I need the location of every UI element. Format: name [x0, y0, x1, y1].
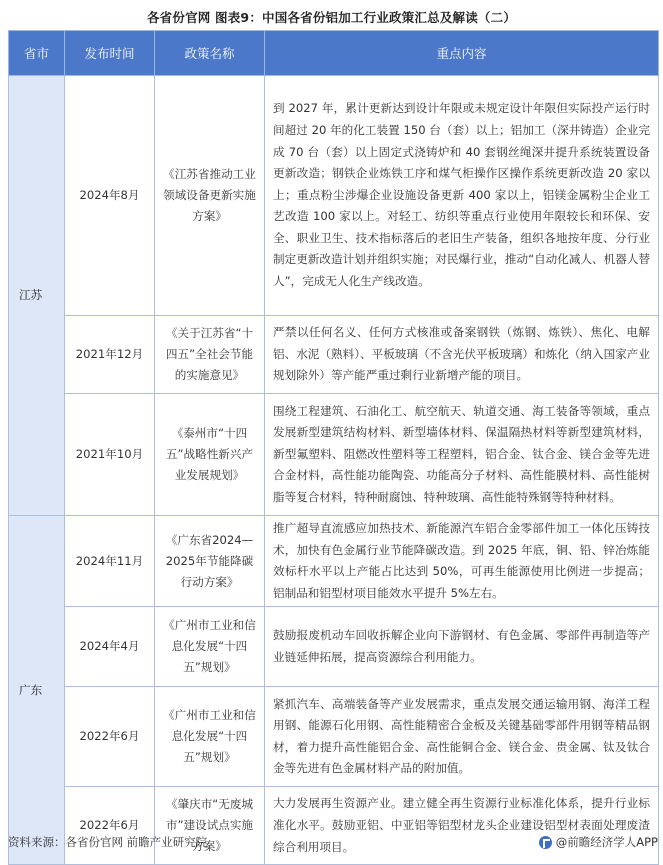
- row-content: 到 2027 年，累计更新达到设计年限或未规定设计年限但实际投产运行时间超过 20 年的化工装置 150 台（套）以上；铝加工（深井铸造）企业完成 70 台（套）以上固定式浇铸炉和 40 套钢丝绳深井提升系统装置设备更新改造；钢铁企业炼铁工序和煤气柜操作区操作系统更新改造 20 家以上；重点粉尘涉爆企业设施设备更新 400 家以上，铝镁金属粉尘企业工艺改造 100 家以上。对轻工、纺织等重点行业使用年限较长和环保、安全、职业卫生、技术指标落后的老旧生产装备，组织各地按年度、分行业制定更新改造计划并组织实施；对民爆行业，推动“自动化减人、机器人替人”，完成无人化生产线改造。: [265, 76, 659, 316]
- brand-credit: [539, 834, 658, 850]
- row-date: 2021年12月: [65, 316, 155, 394]
- brand-logo-icon: [539, 836, 552, 849]
- table-row: [9, 316, 659, 394]
- row-content: 围绕工程建筑、石油化工、航空航天、轨道交通、海工装备等领域，重点发展新型建筑结构材料、新型墙体材料、保温隔热材料等新型建筑材料，新型氟塑料、阻燃改性塑料等工程塑料，铝合金、钛合金、镁合金等先进合金材料，高性能功能陶瓷、功能高分子材料、高性能膜材料、高性能树脂等复合材料，特种耐腐蚀、特种玻璃、高性能特殊钢等特种材料。: [265, 394, 659, 516]
- header-policy: 政策名称: [155, 31, 265, 76]
- row-policy: 《泰州市“十四五”战略性新兴产业发展规划》: [155, 394, 265, 516]
- header-province: 省市: [9, 31, 65, 76]
- page-title: 各省份官网 图表9：中国各省份铝加工行业政策汇总及解读（二）: [146, 10, 517, 25]
- row-policy: 《广东省2024—2025年节能降碳行动方案》: [155, 516, 265, 607]
- source-note: 资料来源：各省份官网 前瞻产业研究院: [8, 835, 208, 849]
- table-header-row: [9, 31, 659, 76]
- row-date: 2024年4月: [65, 607, 155, 687]
- row-policy: 《肇庆市“无废城市”建设试点实施方案》: [155, 787, 265, 865]
- row-date: 2024年11月: [65, 516, 155, 607]
- table-row: [9, 607, 659, 687]
- row-content: 大力发展再生资源产业。建立健全再生资源行业标准化体系，提升行业标准化水平。鼓励亚铝、中亚铝等铝型材龙头企业建设铝型材表面处理废渣综合利用项目。: [265, 787, 659, 865]
- header-date: 发布时间: [65, 31, 155, 76]
- header-content: 重点内容: [265, 31, 659, 76]
- province-guangdong: 广东: [9, 516, 65, 865]
- row-content: 推广超导直流感应加热技术、新能源汽车铝合金零部件加工一体化压铸技术，加快有色金属行业节能降碳改造。到 2025 年底，铜、铅、锌冶炼能效标杆水平以上产能占比达到 50%，可再生能源使用比例进一步提高；铝制品和铝型材项目能效水平提升 5%左右。: [265, 516, 659, 607]
- row-policy: 《江苏省推动工业领域设备更新实施方案》: [155, 76, 265, 316]
- brand-text: @前瞻经济学人APP: [555, 835, 658, 849]
- row-policy: 《广州市工业和信息化发展“十四五”规划》: [155, 687, 265, 787]
- row-policy: 《广州市工业和信息化发展“十四五”规划》: [155, 607, 265, 687]
- row-content: 紧抓汽车、高端装备等产业发展需求，重点发展交通运输用钢、海洋工程用钢、能源石化用钢、高性能精密合金板及关键基础零部件用钢等精品钢材，着力提升高性能铝合金、高性能铜合金、镁合金、贵金属、钛及钛合金等先进有色金属材料产品的附加值。: [265, 687, 659, 787]
- row-date: 2024年8月: [65, 76, 155, 316]
- row-policy: 《关于江苏省“十四五”全社会节能的实施意见》: [155, 316, 265, 394]
- table-row: [9, 76, 659, 316]
- row-content: 鼓励报废机动车回收拆解企业向下游钢材、有色金属、零部件再制造等产业链延伸拓展，提高资源综合利用能力。: [265, 607, 659, 687]
- table-row: [9, 787, 659, 865]
- province-jiangsu: 江苏: [9, 76, 65, 516]
- table-row: [9, 687, 659, 787]
- row-date: 2022年6月: [65, 687, 155, 787]
- row-date: 2022年6月: [65, 787, 155, 865]
- row-date: 2021年10月: [65, 394, 155, 516]
- policy-table: [8, 30, 659, 865]
- table-row: [9, 394, 659, 516]
- table-row: [9, 516, 659, 607]
- row-content: 严禁以任何名义、任何方式核准或备案钢铁（炼钢、炼铁）、焦化、电解铝、水泥（熟料）、平板玻璃（不含光伏平板玻璃）和炼化（纳入国家产业规划除外）等产能严重过剩行业新增产能的项目。: [265, 316, 659, 394]
